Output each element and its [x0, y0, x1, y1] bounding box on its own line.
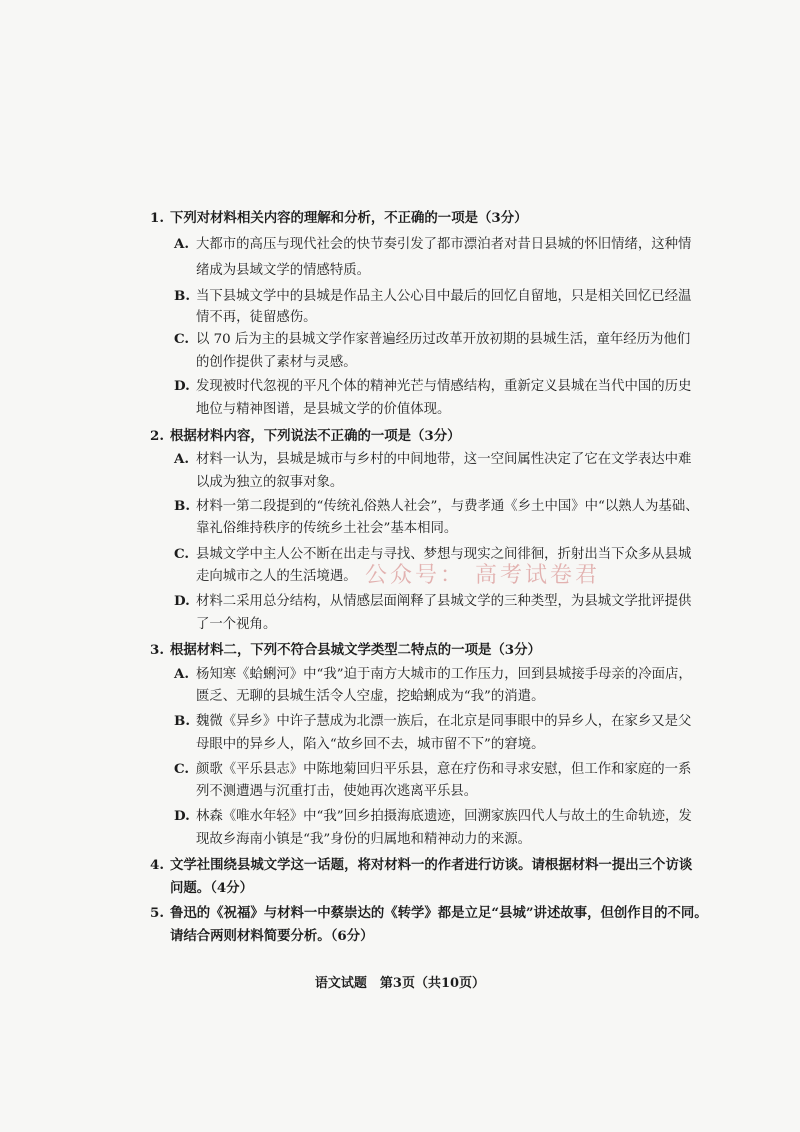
watermark-text: 公众号： 高考试卷君: [365, 563, 600, 588]
q3-option-d: [174, 808, 692, 825]
option-text: 杨知寒《蛤蜊河》中“我”迫于南方大城市的工作压力，回到县城接手母亲的冷面店，: [196, 667, 692, 682]
option-text-continued: 了一个视角。: [196, 617, 277, 632]
q2-option-a: [174, 451, 692, 468]
question-4: [150, 857, 693, 874]
option-letter: B.: [174, 288, 190, 304]
question-number: 1.: [150, 210, 164, 226]
question-stem: 根据材料内容，下列说法不正确的一项是（3分）: [170, 428, 461, 444]
question-1: [150, 210, 670, 227]
option-text-continued: 走向城市之人的生活境遇。: [196, 569, 357, 584]
option-letter: C.: [174, 546, 190, 562]
option-text: 魏微《异乡》中许子慧成为北漂一族后，在北京是同事眼中的异乡人，在家乡又是父: [196, 714, 692, 729]
option-text: 材料一第二段提到的“传统礼俗熟人社会”，与费孝通《乡土中国》中“以熟人为基础、: [196, 499, 699, 514]
option-letter: A.: [174, 666, 190, 682]
question-stem: 根据材料二，下列不符合县城文学类型二特点的一项是（3分）: [170, 642, 541, 658]
q1-option-d: [174, 378, 692, 395]
option-text: 大都市的高压与现代社会的快节奏引发了都市漂泊者对昔日县城的怀旧情绪，这种情: [196, 237, 692, 252]
question-number: 3.: [150, 642, 164, 658]
q3-option-b: [174, 713, 692, 730]
option-letter: C.: [174, 761, 190, 777]
option-letter: D.: [174, 808, 190, 824]
q1-option-b: [174, 288, 692, 305]
q1-option-a: [174, 236, 692, 253]
question-2: [150, 428, 670, 445]
option-text-continued: 情不再，徒留感伤。: [196, 310, 317, 325]
option-letter: B.: [174, 713, 190, 729]
option-text-continued: 地位与精神图谱，是县城文学的价值体现。: [196, 402, 451, 417]
page-footer: 语文试题 第3页（共10页）: [314, 976, 486, 991]
question-number: 4.: [150, 857, 164, 873]
q1-option-c: [174, 331, 691, 348]
option-text: 林森《唯水年轻》中“我”回乡拍摄海底遗迹，回溯家族四代人与故土的生命轨迹，发: [196, 809, 692, 824]
question-3: [150, 642, 670, 659]
option-letter: D.: [174, 593, 190, 609]
option-letter: A.: [174, 236, 190, 252]
option-text: 当下县城文学中的县城是作品主人公心目中最后的回忆自留地，只是相关回忆已经温: [196, 289, 692, 304]
option-text-continued: 靠礼俗维持秩序的传统乡土社会”基本相同。: [196, 521, 458, 536]
option-text-continued: 母眼中的异乡人，陷入“故乡回不去，城市留不下”的窘境。: [196, 737, 545, 752]
option-text: 以 70 后为主的县城文学作家普遍经历过改革开放初期的县城生活，童年经历为他们: [196, 332, 691, 347]
option-text: 材料一认为，县城是城市与乡村的中间地带，这一空间属性决定了它在文学表达中难: [196, 452, 692, 467]
option-letter: C.: [174, 331, 190, 347]
option-letter: A.: [174, 451, 190, 467]
option-text: 材料二采用总分结构，从情感层面阐释了县城文学的三种类型，为县城文学批评提供: [196, 594, 692, 609]
question-stem: 鲁迅的《祝福》与材料一中蔡崇达的《转学》都是立足“县城”讲述故事，但创作目的不同。: [170, 905, 708, 921]
option-text: 县城文学中主人公不断在出走与寻找、梦想与现实之间徘徊，折射出当下众多从县城: [196, 547, 692, 562]
option-text-continued: 以成为独立的叙事对象。: [196, 475, 344, 490]
q2-option-b: [174, 498, 699, 515]
option-text: 发现被时代忽视的平凡个体的精神光芒与情感结构，重新定义县城在当代中国的历史: [196, 379, 692, 394]
option-text-continued: 现故乡海南小镇是“我”身份的归属地和精神动力的来源。: [196, 832, 532, 847]
question-stem-continued: 请结合两则材料简要分析。（6分）: [170, 928, 374, 944]
q3-option-a: [174, 666, 692, 683]
option-text: 颜歌《平乐县志》中陈地菊回归平乐县，意在疗伤和寻求安慰，但工作和家庭的一系: [196, 762, 692, 777]
option-text-continued: 的创作提供了素材与灵感。: [196, 355, 357, 370]
option-text-continued: 匮乏、无聊的县城生活令人空虚，挖蛤蜊成为“我”的消遣。: [196, 689, 545, 704]
option-text-continued: 绪成为县域文学的情感特质。: [196, 263, 371, 278]
question-number: 5.: [150, 905, 164, 921]
question-5: [150, 905, 708, 922]
q2-option-d: [174, 593, 692, 610]
q3-option-c: [174, 761, 692, 778]
question-number: 2.: [150, 428, 164, 444]
option-text-continued: 列不测遭遇与沉重打击，使她再次逃离平乐县。: [196, 784, 478, 799]
question-stem: 文学社围绕县城文学这一话题，将对材料一的作者进行访谈。请根据材料一提出三个访谈: [170, 857, 693, 873]
question-stem-continued: 问题。（4分）: [170, 880, 253, 896]
option-letter: D.: [174, 378, 190, 394]
option-letter: B.: [174, 498, 190, 514]
question-stem: 下列对材料相关内容的理解和分析，不正确的一项是（3分）: [170, 210, 528, 226]
